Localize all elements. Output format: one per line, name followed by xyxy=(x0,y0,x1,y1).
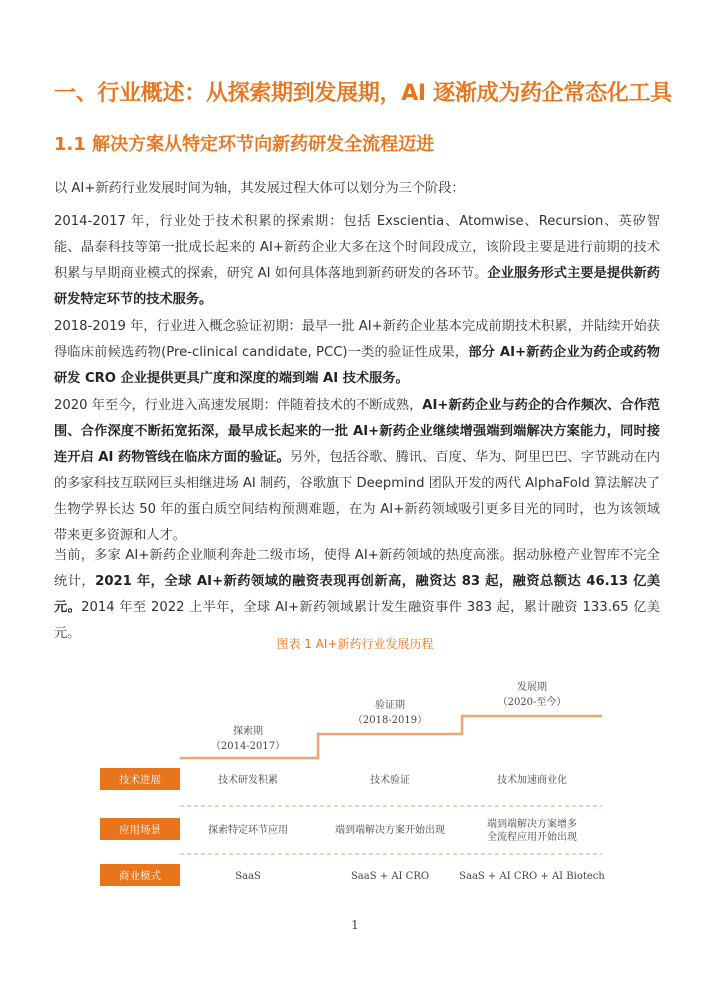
section-heading: 一、行业概述：从探索期到发展期，AI 逐渐成为药企常态化工具 xyxy=(54,81,672,106)
row-cell: 技术加速商业化 xyxy=(497,775,567,786)
paragraph-current: 当前，多家 AI+新药企业顺利奔赴二级市场，使得 AI+新药领域的热度高涨。据动脉橙产业智库不完全统计，2021 年，全球 AI+新药领域的融资表现再创新高，融资达 83 起，融资总额达 46.13 亿美元。2014 年至 2022 上半年，全球 AI+新药领域累计发生融资事件 383 起，累计融资 133.65 亿美元。 xyxy=(54,548,661,641)
row-cell: 技术验证 xyxy=(370,775,410,786)
paragraph-validation: 2018-2019 年，行业进入概念验证初期：最早一批 AI+新药企业基本完成前期技术积累，并陆续开始获得临床前候选药物(Pre-clinical candidate, PCC)一类的验证性成果，部分 AI+新药企业为药企或药物研发 CRO 企业提供更具广度和深度的端到端 AI 技术服务。 xyxy=(54,319,660,386)
stage-name: 探索期 xyxy=(233,726,263,737)
paragraph-growth: 2020 年至今，行业进入高速发展期：伴随着技术的不断成熟，AI+新药企业与药企的合作频次、合作范围、合作深度不断拓宽拓深，最早成长起来的一批 AI+新药企业继续增强端到端解决方案能力，同时接连开启 AI 药物管线在临床方面的验证。另外，包括谷歌、腾讯、百度、华为、阿里巴巴、字节跳动在内的多家科技互联网巨头相继进场 AI 制药，谷歌旗下 Deepmind 团队开发的两代 AlphaFold 算法解决了生物学界长达 50 年的蛋白质空间结构预测难题，在为 AI+新药领域吸引更多目光的同时，也为该领域带来更多资源和人才。 xyxy=(54,398,660,543)
row-cell: SaaS + AI CRO + AI Biotech xyxy=(459,871,605,882)
row-cell: 技术研发积累 xyxy=(218,775,278,786)
stage-name: 验证期 xyxy=(375,700,405,711)
row-cell-line: 端到端解决方案增多 xyxy=(487,819,577,830)
stage-period: （2020-至今） xyxy=(497,697,567,708)
row-label: 技术进展 xyxy=(119,774,161,786)
row-label: 应用场景 xyxy=(119,824,161,836)
row-cell: SaaS + AI CRO xyxy=(350,871,430,882)
paragraph-intro: 以 AI+新药行业发展时间为轴，其发展过程大体可以划分为三个阶段： xyxy=(54,181,465,196)
row-cell: 端到端解决方案开始出现 xyxy=(335,825,445,836)
row-cell-multiline xyxy=(487,817,577,843)
stage-period: （2018-2019） xyxy=(352,715,428,726)
paragraph-exploration: 2014-2017 年，行业处于技术积累的探索期：包括 Exscientia、Atomwise、Recursion、英矽智能、晶泰科技等第一批成长起来的 AI+新药企业大多在这个时间段成立，该阶段主要是进行前期的技术积累与早期商业模式的探索，研究 AI 如何具体落地到新药研发的各环节。企业服务形式主要是提供新药研发特定环节的技术服务。 xyxy=(54,214,660,307)
subsection-heading: 1.1 解决方案从特定环节向新药研发全流程迈进 xyxy=(54,134,435,155)
row-cell: 探索特定环节应用 xyxy=(208,825,288,836)
row-cell-line: 全流程应用开始出现 xyxy=(487,832,577,843)
row-label: 商业模式 xyxy=(119,870,161,882)
stage-period: （2014-2017） xyxy=(210,741,286,752)
development-timeline-diagram xyxy=(90,668,620,898)
page-number: 1 xyxy=(351,918,359,932)
figure-caption: 图表 1 AI+新药行业发展历程 xyxy=(276,637,434,651)
stage-name: 发展期 xyxy=(517,682,547,693)
row-cell: SaaS xyxy=(235,871,261,882)
